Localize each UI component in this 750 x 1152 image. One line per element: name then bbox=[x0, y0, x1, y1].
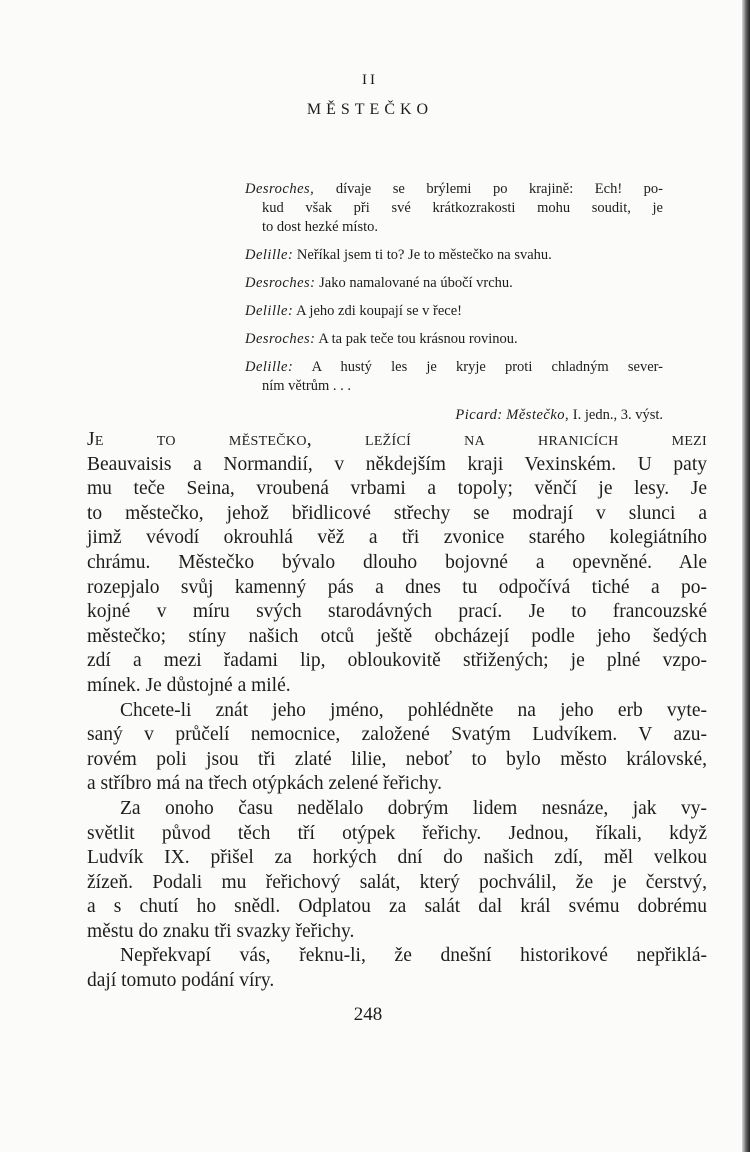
body-line: Za onoho času nedělalo dobrým lidem nesnáze, jak vy- bbox=[120, 797, 707, 819]
body-line: mínek. Je důstojné a milé. bbox=[87, 674, 291, 696]
body-line: městečko; stíny našich otců ještě obcházejí podle jeho šedých bbox=[87, 625, 707, 647]
epigraph-line: Desroches: A ta pak teče tou krásnou rovinou. bbox=[245, 331, 518, 347]
body-line: mu teče Seina, vroubená vrbami a topoly; věnčí je lesy. Je bbox=[87, 478, 707, 500]
epigraph-line: Delille: A hustý les je kryje proti chladným sever- bbox=[245, 359, 664, 375]
chapter-number: II bbox=[362, 72, 378, 88]
body-line: Nepřekvapí vás, řeknu-li, že dnešní historikové nepřiklá- bbox=[120, 945, 707, 967]
body-line: světlit původ těch tří otýpek řeřichy. Jednou, říkali, když bbox=[87, 822, 707, 844]
body-line: dají tomuto podání víry. bbox=[87, 970, 275, 992]
body-line: a s chutí ho snědl. Odplatou za salát dal král svému dobrému bbox=[87, 896, 707, 918]
body-line: chrámu. Městečko bývalo dlouho bojovné a opevněné. Ale bbox=[87, 551, 707, 573]
epigraph-line: kud však při své krátkozrakosti mohu soudit, je bbox=[262, 200, 663, 216]
epigraph bbox=[245, 180, 663, 425]
epigraph-line: ním větrům . . . bbox=[262, 378, 352, 394]
body-line: kojné v míru svých starodávných prací. Je to francouzské bbox=[87, 601, 707, 623]
epigraph-line: Desroches: Jako namalované na úbočí vrchu. bbox=[245, 275, 513, 291]
body-line: a stříbro má na třech otýpkách zelené řeřichy. bbox=[87, 773, 442, 795]
page-edge-shadow bbox=[742, 0, 750, 1152]
epigraph-line: Desroches, dívaje se brýlemi po krajině: Ech! po- bbox=[245, 181, 663, 197]
body-line: jimž vévodí okrouhlá věž a tři zvonice starého kolegiátního bbox=[87, 527, 707, 549]
body-opening: Je to městečko, ležící na hranicích mezi bbox=[87, 429, 707, 450]
body-line: Ludvík IX. přišel za horkých dní do našich zdí, měl velkou bbox=[87, 847, 707, 869]
body-line: žízeň. Podali mu řeřichový salát, který pochválil, že je čerstvý, bbox=[87, 871, 707, 893]
epigraph-line: Delille: A jeho zdi koupají se v řece! bbox=[245, 303, 463, 319]
body-line: rozepjalo svůj kamenný pás a dnes tu odpočívá tiché a po- bbox=[87, 576, 707, 598]
body-line: Chcete-li znát jeho jméno, pohlédněte na jeho erb vyte- bbox=[120, 699, 707, 721]
body-line: zdí a mezi řadami lip, obloukovitě střižených; je plné vzpo- bbox=[87, 650, 707, 672]
body-line: Beauvaisis a Normandií, v někdejším kraji Vexinském. U paty bbox=[87, 453, 707, 475]
body-line: rovém poli jsou tři zlaté lilie, neboť to bylo město královské, bbox=[87, 748, 707, 770]
page-number: 248 bbox=[353, 1004, 383, 1025]
epigraph-line: to dost hezké místo. bbox=[262, 219, 378, 235]
body-line: saný v průčelí nemocnice, založené Svatým Ludvíkem. V azu- bbox=[87, 724, 707, 746]
epigraph-line: Delille: Neříkal jsem ti to? Je to městečko na svahu. bbox=[245, 247, 552, 263]
body-line: to městečko, jehož břidlicové střechy se modrají v slunci a bbox=[87, 502, 707, 524]
chapter-title: MĚSTEČKO bbox=[306, 101, 434, 118]
body-line: městu do znaku tři svazky řeřichy. bbox=[87, 920, 355, 942]
epigraph-source: Picard: Městečko, I. jedn., 3. výst. bbox=[455, 407, 663, 423]
body-text bbox=[87, 428, 707, 994]
